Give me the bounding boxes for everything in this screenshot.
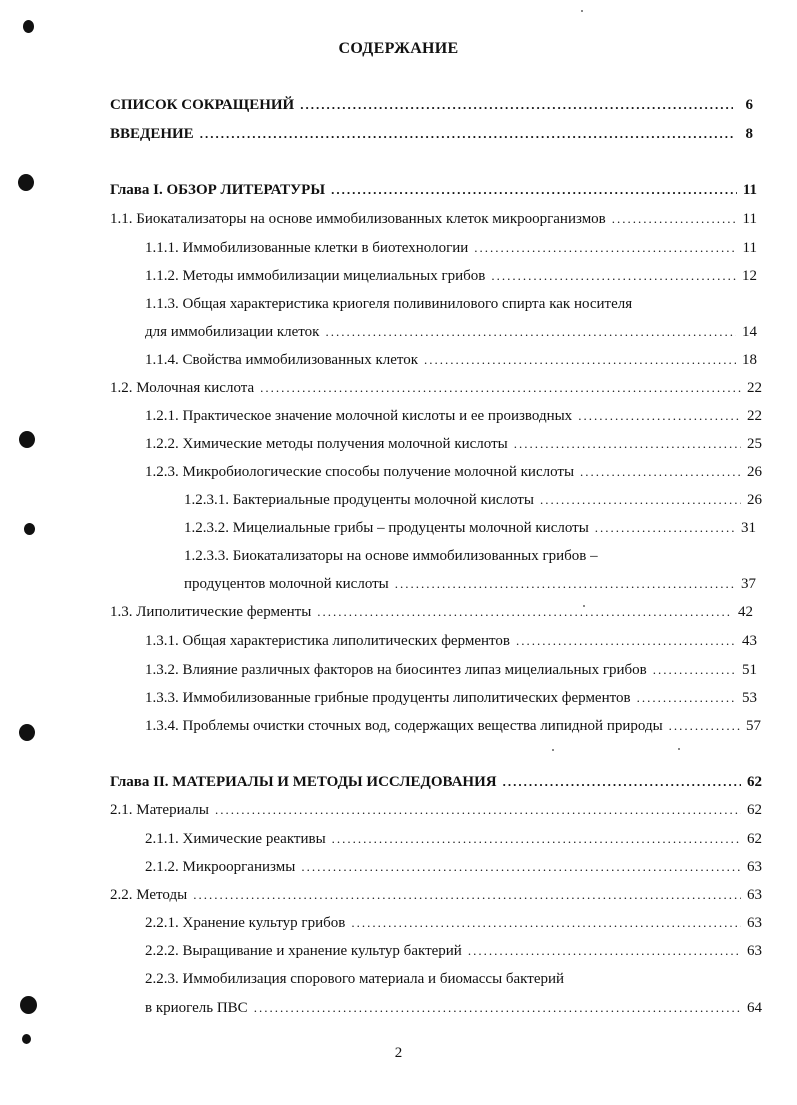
toc-entry[interactable]: [110, 97, 753, 114]
dot-leader: [193, 888, 741, 901]
toc-page-number: 57: [746, 718, 761, 734]
toc-page-number: 43: [742, 633, 757, 649]
toc-page-number: 62: [747, 802, 762, 818]
toc-page-number: 31: [741, 520, 756, 536]
toc-entry[interactable]: [184, 520, 756, 537]
toc-entry[interactable]: [145, 240, 757, 257]
toc-entry-text: 2.2.2. Выращивание и хранение культур бактерий: [145, 943, 462, 959]
dot-leader: [653, 663, 736, 676]
binder-hole-mark: [22, 1034, 31, 1044]
dot-leader: [325, 325, 736, 338]
dot-leader: [637, 691, 736, 704]
page-number: 2: [394, 1045, 403, 1061]
toc-entry-text: 1.1.2. Методы иммобилизации мицелиальных грибов: [145, 268, 486, 284]
toc-page-number: 22: [747, 380, 762, 396]
toc-entry-text: Глава I. ОБЗОР ЛИТЕРАТУРЫ: [110, 182, 326, 198]
dot-leader: [351, 916, 741, 929]
toc-page-number: 37: [741, 576, 756, 592]
toc-entry[interactable]: [145, 352, 757, 369]
toc-entry-text-continued: продуцентов молочной кислоты: [184, 576, 389, 592]
toc-page-number: 63: [747, 887, 762, 903]
dot-leader: [578, 409, 741, 422]
dot-leader: [595, 521, 735, 534]
toc-page-number: 14: [742, 324, 757, 340]
toc-page-number: 6: [745, 97, 753, 113]
binder-hole-mark: [23, 20, 34, 33]
dot-leader: [474, 241, 736, 254]
dot-leader: [540, 493, 741, 506]
dot-leader: [300, 98, 733, 111]
toc-entry-text: 2.2.3. Иммобилизация спорового материала и биомассы бактерий: [145, 971, 565, 987]
toc-entry-text: 1.2.1. Практическое значение молочной кислоты и ее производных: [145, 408, 573, 424]
toc-page-number: 26: [747, 492, 762, 508]
toc-page-number: 63: [747, 859, 762, 875]
toc-entry-text: 1.2.3.2. Мицелиальные грибы – продуценты молочной кислоты: [184, 520, 589, 536]
toc-entry-text-continued: в криогель ПВС: [145, 1000, 248, 1016]
scan-speck: [678, 748, 680, 750]
toc-entry[interactable]: [110, 604, 753, 621]
dot-leader: [612, 212, 737, 225]
dot-leader: [468, 944, 741, 957]
dot-leader: [424, 353, 736, 366]
toc-entry-text: 1.2.2. Химические методы получения молочной кислоты: [145, 436, 508, 452]
toc-entry-text: 1.1.3. Общая характеристика криогеля поливинилового спирта как носителя: [145, 296, 633, 312]
toc-page-number: 18: [742, 352, 757, 368]
toc-entry-text: 1.3.4. Проблемы очистки сточных вод, содержащих вещества липидной природы: [145, 718, 663, 734]
toc-page-number: 62: [747, 774, 762, 790]
toc-entry[interactable]: [110, 182, 757, 199]
toc-entry[interactable]: [145, 464, 762, 481]
toc-entry-text: 1.1. Биокатализаторы на основе иммобилизованных клеток микроорганизмов: [110, 211, 606, 227]
toc-page-number: 12: [742, 268, 757, 284]
toc-page-number: 63: [747, 915, 762, 931]
binder-hole-mark: [24, 523, 35, 535]
toc-entry-text: СПИСОК СОКРАЩЕНИЙ: [110, 97, 295, 113]
toc-entry-text: 2.1. Материалы: [110, 802, 209, 818]
toc-entry-text: 1.3.2. Влияние различных факторов на биосинтез липаз мицелиальных грибов: [145, 662, 647, 678]
dot-leader: [516, 634, 736, 647]
toc-entry[interactable]: [184, 492, 762, 509]
toc-entry-text: 2.2.1. Хранение культур грибов: [145, 915, 346, 931]
toc-entry-text: 2.2. Методы: [110, 887, 188, 903]
binder-hole-mark: [19, 431, 35, 448]
binder-hole-mark: [20, 996, 37, 1014]
toc-entry[interactable]: [184, 576, 756, 593]
toc-page-number: 51: [742, 662, 757, 678]
toc-entry[interactable]: [110, 802, 762, 819]
toc-entry[interactable]: [145, 436, 762, 453]
toc-entry-text: ВВЕДЕНИЕ: [110, 126, 194, 142]
dot-leader: [331, 183, 737, 196]
toc-page-number: 11: [742, 240, 757, 256]
scan-speck: [581, 10, 583, 12]
toc-entry[interactable]: [145, 915, 762, 932]
dot-leader: [580, 465, 741, 478]
dot-leader: [491, 269, 736, 282]
toc-entry-text: 1.2. Молочная кислота: [110, 380, 255, 396]
toc-entry[interactable]: [145, 718, 761, 735]
toc-entry[interactable]: [110, 887, 762, 904]
toc-page-number: 11: [742, 182, 757, 198]
dot-leader: [332, 832, 741, 845]
toc-entry-text: 1.2.3.1. Бактериальные продуценты молочной кислоты: [184, 492, 534, 508]
toc-entry[interactable]: [145, 690, 757, 707]
toc-page-number: 53: [742, 690, 757, 706]
binder-hole-mark: [19, 724, 35, 741]
scan-speck: [552, 749, 554, 751]
toc-entry-text: 1.1.1. Иммобилизованные клетки в биотехнологии: [145, 240, 469, 256]
toc-page-number: 63: [747, 943, 762, 959]
toc-entry[interactable]: [145, 1000, 762, 1017]
toc-entry-text: 1.3. Липолитические ферменты: [110, 604, 312, 620]
dot-leader: [669, 719, 740, 732]
toc-entry[interactable]: [145, 831, 762, 848]
toc-page-number: 26: [747, 464, 762, 480]
dot-leader: [317, 605, 732, 618]
toc-entry[interactable]: [145, 943, 762, 960]
dot-leader: [254, 1001, 741, 1014]
binder-hole-mark: [18, 174, 34, 191]
toc-entry-text: 2.1.2. Микроорганизмы: [145, 859, 296, 875]
toc-page-number: 62: [747, 831, 762, 847]
toc-entry[interactable]: [145, 268, 757, 285]
toc-page-number: 25: [747, 436, 762, 452]
dot-leader: [514, 437, 741, 450]
toc-entry[interactable]: [145, 859, 762, 876]
dot-leader: [503, 775, 741, 788]
toc-entry-text: 2.1.1. Химические реактивы: [145, 831, 326, 847]
toc-entry-text: 1.1.4. Свойства иммобилизованных клеток: [145, 352, 419, 368]
toc-entry-text: 1.3.3. Иммобилизованные грибные продуценты липолитических ферментов: [145, 690, 631, 706]
toc-page-number: 22: [747, 408, 762, 424]
toc-entry[interactable]: [110, 774, 762, 791]
toc-entry[interactable]: [145, 662, 757, 679]
toc-entry-text: Глава II. МАТЕРИАЛЫ И МЕТОДЫ ИССЛЕДОВАНИЯ: [110, 774, 497, 790]
dot-leader: [200, 127, 733, 140]
toc-entry-text: 1.2.3.3. Биокатализаторы на основе иммобилизованных грибов –: [184, 548, 598, 564]
toc-page-number: 11: [742, 211, 757, 227]
dot-leader: [395, 577, 735, 590]
toc-entry-text-continued: для иммобилизации клеток: [145, 324, 320, 340]
toc-entry-text: 1.3.1. Общая характеристика липолитических ферментов: [145, 633, 510, 649]
toc-entry[interactable]: [145, 633, 757, 650]
dot-leader: [301, 860, 741, 873]
dot-leader: [260, 381, 741, 394]
toc-entry-text: 1.2.3. Микробиологические способы получение молочной кислоты: [145, 464, 575, 480]
toc-entry[interactable]: [110, 126, 753, 143]
toc-page-number: 42: [738, 604, 753, 620]
toc-entry[interactable]: [145, 408, 762, 425]
toc-entry[interactable]: [110, 380, 762, 397]
toc-page-number: 64: [747, 1000, 762, 1016]
page-title: СОДЕРЖАНИЕ: [338, 40, 459, 57]
toc-entry[interactable]: [145, 324, 757, 341]
dot-leader: [215, 803, 741, 816]
toc-entry[interactable]: [110, 211, 757, 228]
toc-page-number: 8: [745, 126, 753, 142]
